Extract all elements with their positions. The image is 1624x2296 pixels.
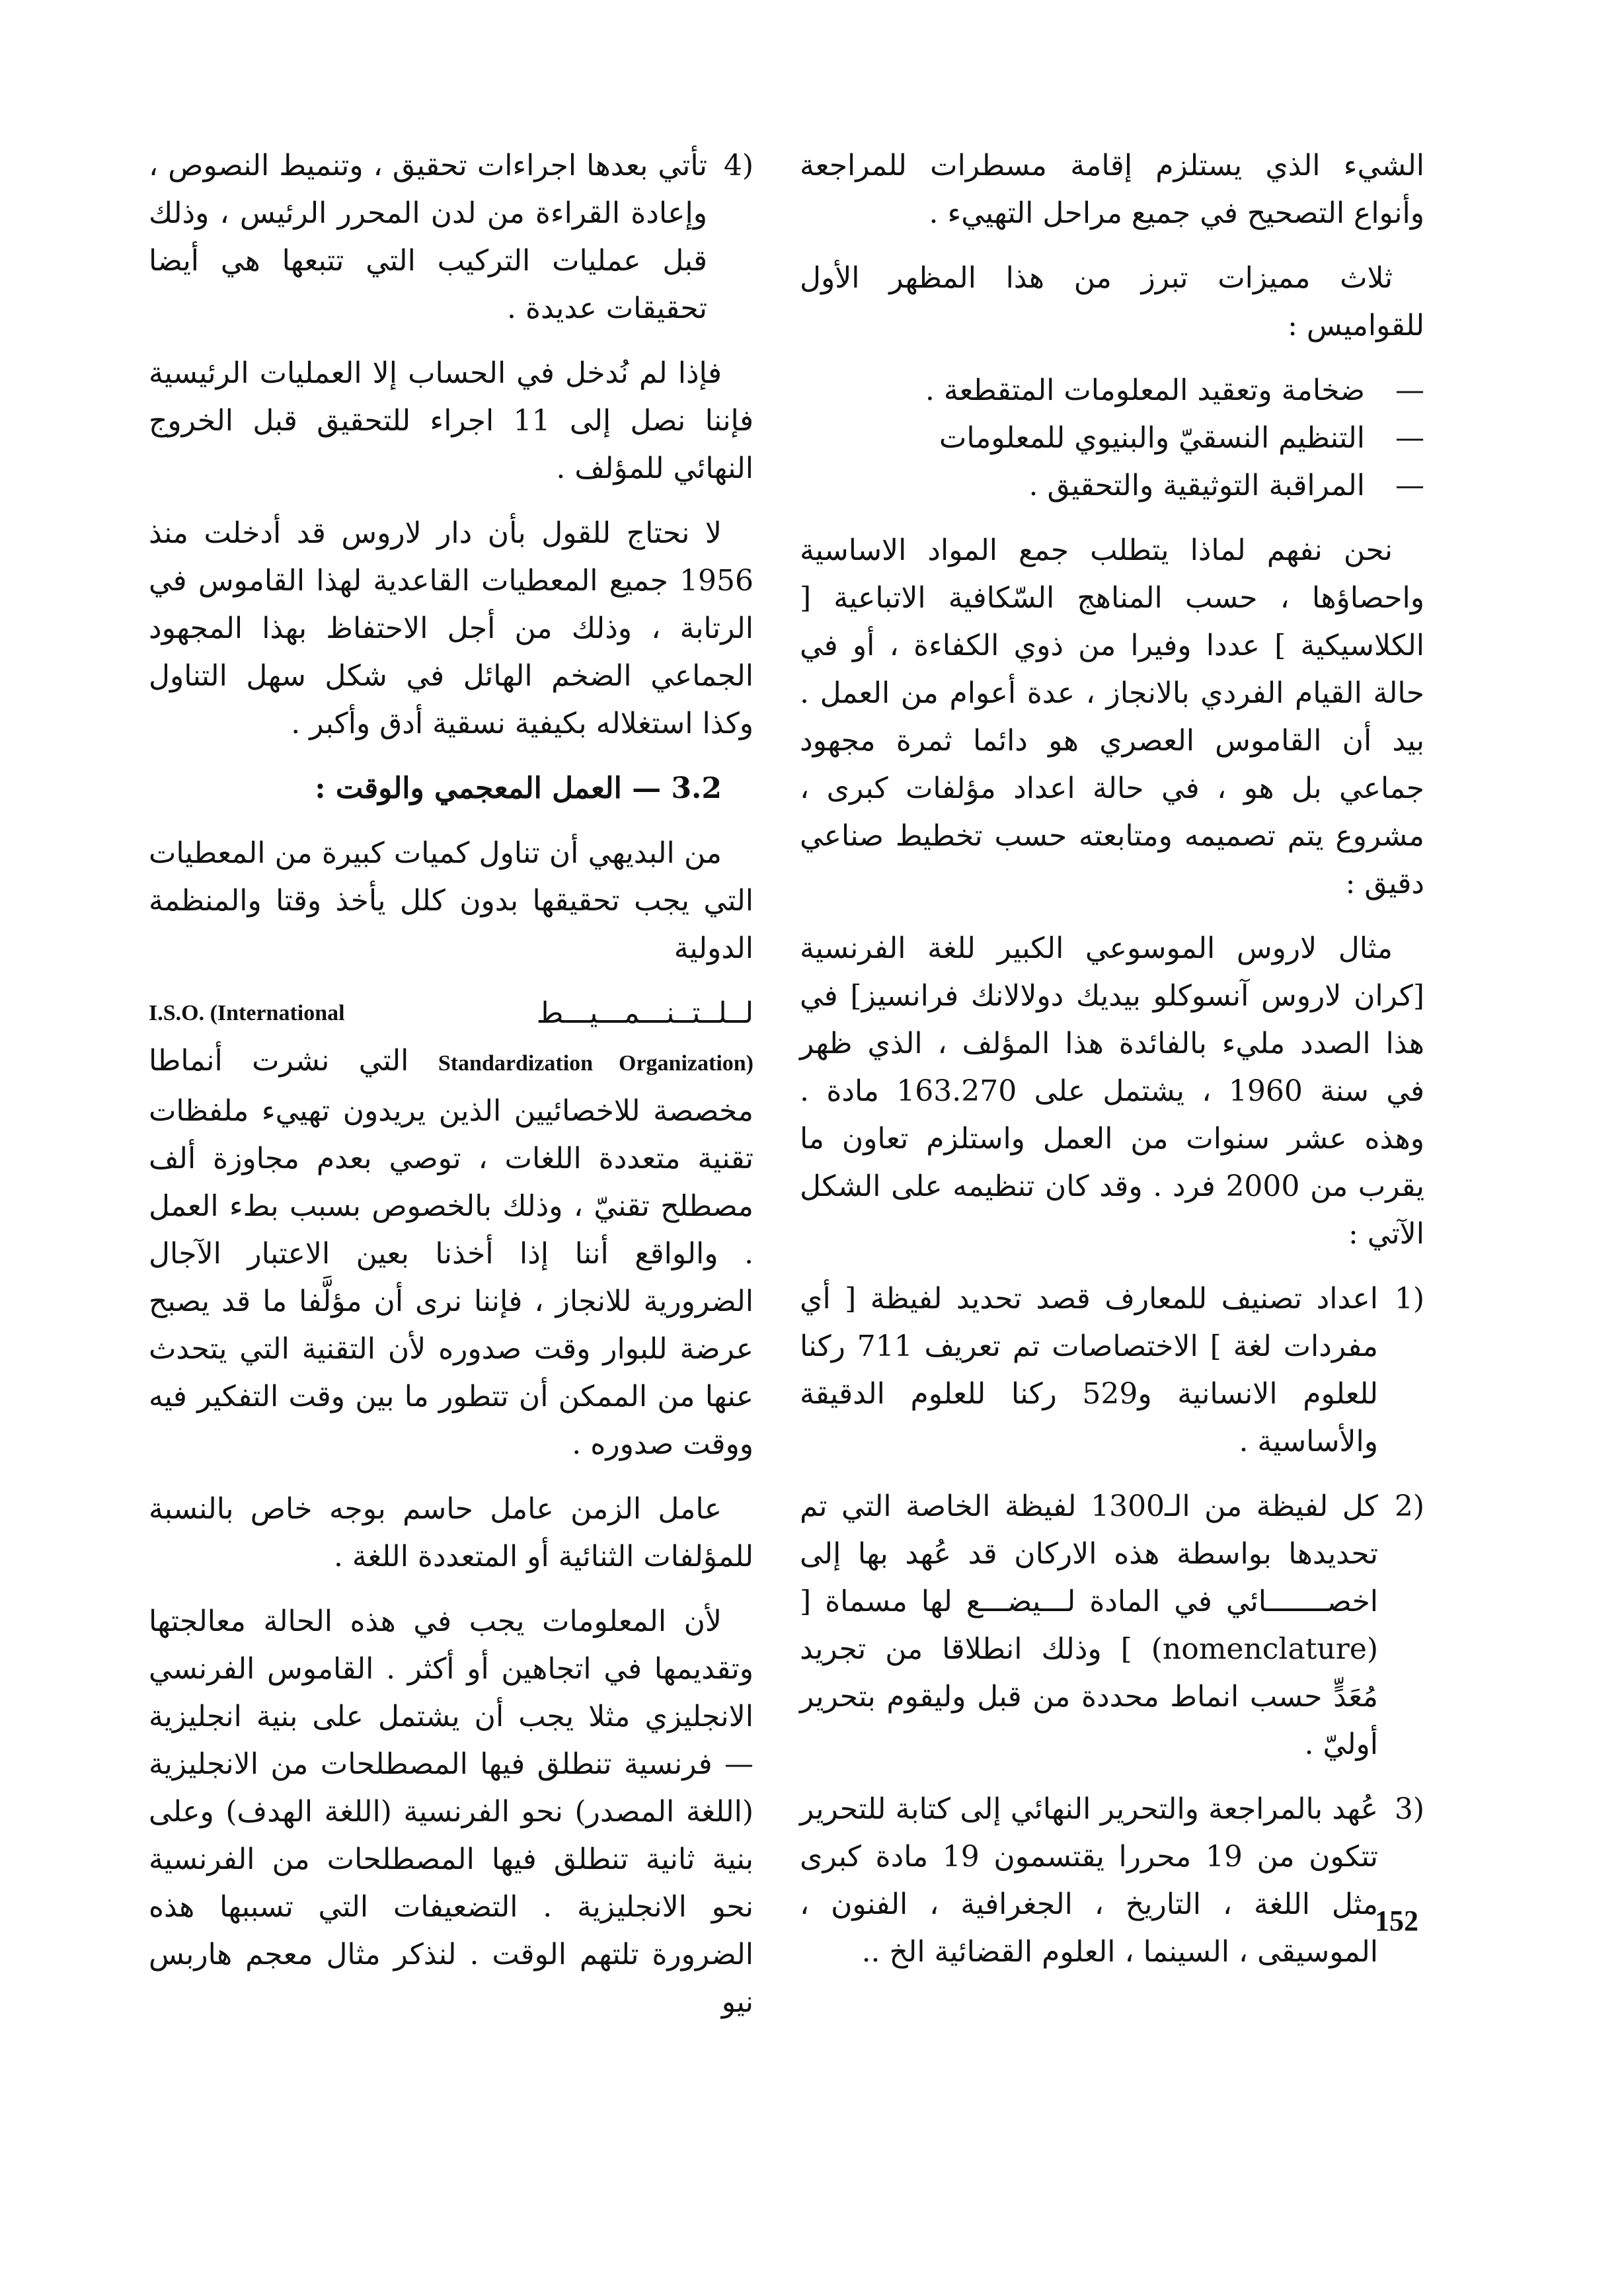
list-item: [800, 1786, 1424, 1976]
paragraph: لا نحتاج للقول بأن دار لاروس قد أدخلت منذ 1956 جميع المعطيات القاعدية لهذا القاموس في الرتابة ، وذلك من أجل الاحتفاظ بهذا المجهود الجماعي الضخم الهائل في شكل سهل التناول وكذا استغلاله بكيفية نسقية أدق وأكبر .: [149, 516, 754, 740]
section-heading: 3.2 — العمل المعجمي والوقت :: [315, 772, 722, 805]
list-item: [800, 367, 1424, 415]
paragraph: لأن المعلومات يجب في هذه الحالة معالجتها وتقديمها في اتجاهين أو أكثر . القاموس الفرنسي الانجليزي مثلا يجب أن يشتمل على بنية انجليزية — فرنسية تنطلق فيها المصطلحات من الانجليزية (اللغة المصدر) نحو الفرنسية (اللغة الهدف) وعلى بنية ثانية تنطلق فيها المصطلحات من الفرنسية نحو الانجليزية . التضعيفات التي تسببها هذه الضرورة تلتهم الوقت . لنذكر مثال معجم هاربس نيو: [149, 1604, 754, 2019]
paragraph: عامل الزمن عامل حاسم بوجه خاص بالنسبة للمؤلفات الثنائية أو المتعددة اللغة .: [149, 1492, 754, 1573]
numbered-list: [149, 142, 754, 333]
paragraph: نحن نفهم لماذا يتطلب جمع المواد الاساسية واحصاؤها ، حسب المناهج السّكافية الاتباعية [ الكلاسيكية ] عددا وفيرا من ذوي الكفاءة ، أو في حالة القيام الفردي بالانجاز ، عدة أعوام من العمل . بيد أن القاموس العصري هو دائما ثمرة مجهود جماعي بل هو ، في حالة اعداد مؤلفات كبرى ، مشروع يتم تصميمه ومتابعته حسب تخطيط صناعي دقيق :: [800, 534, 1424, 900]
right-column: [800, 142, 1424, 1993]
iso-line: [149, 990, 754, 1037]
list-item: [800, 462, 1424, 510]
list-item-text: عُهد بالمراجعة والتحرير النهائي إلى كتابة للتحرير تتكون من 19 محررا يقتسمون 19 مادة كبرى مثل اللغة ، التاريخ ، الجغرافية ، الفنون ، الموسيقى ، السينما ، العلوم القضائية الخ ..: [800, 1792, 1378, 1969]
feature-list: [800, 367, 1424, 510]
paragraph: [149, 830, 754, 972]
list-item-text: اعداد تصنيف للمعارف قصد تحديد لفيظة [ أي مفردات لغة ] الاختصاصات تم تعريف 711 ركنا للعلوم الانسانية و529 ركنا للعلوم الدقيقة والأساسية .: [800, 1282, 1379, 1458]
numbered-list: [800, 1275, 1424, 1976]
list-number: 4): [723, 149, 754, 182]
list-item-text: المراقبة التوثيقية والتحقيق .: [1028, 469, 1365, 502]
iso-name-cont: Standardization Organization): [438, 1051, 754, 1076]
dash-marker: —: [1395, 421, 1424, 455]
list-item-text: التنظيم النسقيّ والبنيوي للمعلومات: [939, 421, 1365, 455]
list-number: 1): [1394, 1282, 1424, 1316]
paragraph-text: التي نشرت أنماطا مخصصة للاخصائيين الذين يريدون تهييء ملفظات تقنية متعددة اللغات ، توصي بعدم مجاوزة ألف مصطلح تقنيّ ، وذلك بالخصوص بسبب بطء العمل . والواقع أننا إذا أخذنا بعين الاعتبار الآجال الضرورية للانجاز ، فإننا نرى أن مؤلَّفا ما قد يصبح عرضة للبوار وقت صدوره لأن التقنية التي يتحدث عنها من الممكن أن تتطور ما بين وقت التفكير فيه ووقت صدوره .: [149, 1044, 754, 1461]
list-number: 3): [1394, 1792, 1424, 1826]
dash-marker: —: [1395, 374, 1424, 407]
list-number: 2): [1394, 1489, 1424, 1523]
paragraph: الشيء الذي يستلزم إقامة مسطرات للمراجعة وأنواع التصحيح في جميع مراحل التهييء .: [800, 149, 1424, 230]
list-item-text: ضخامة وتعقيد المعلومات المتقطعة .: [925, 374, 1365, 407]
stretched-word: لــلــتــنـــمـــيـــط: [536, 996, 754, 1030]
dash-marker: —: [1395, 469, 1424, 502]
list-item-text: كل لفيظة من الـ1300 لفيظة الخاصة التي تم تحديدها بواسطة هذه الاركان قد عُهد بها إلى اخصـــــــائي في المادة لـــيضـــع لها مسماة [ (nomenclature) ] وذلك انطلاقا من تجريد مُعَدٍّ حسب انماط محددة من قبل وليقوم بتحرير أوليّ .: [800, 1489, 1378, 1761]
list-item: [800, 415, 1424, 462]
paragraph: فإذا لم نُدخل في الحساب إلا العمليات الرئيسية فإننا نصل إلى 11 اجراء للتحقيق قبل الخروج النهائي للمؤلف .: [149, 356, 754, 485]
paragraph: مثال لاروس الموسوعي الكبير للغة الفرنسية [كران لاروس آنسوكلو بيديك دولالانك فرانسيز] في هذا الصدد مليء بالفائدة هذا المؤلف ، الذي ظهر في سنة 1960 ، يشتمل على 163.270 مادة . وهذه عشر سنوات من العمل واستلزم تعاون ما يقرب من 2000 فرد . وقد كان تنظيمه على الشكل الآتي :: [800, 931, 1424, 1251]
paragraph: ثلاث مميزات تبرز من هذا المظهر الأول للقواميس :: [800, 261, 1424, 342]
left-column: [149, 142, 754, 2043]
list-item: [800, 1275, 1424, 1466]
list-item: [800, 1483, 1424, 1768]
list-item: [149, 142, 754, 333]
iso-name: I.S.O. (International: [149, 1001, 345, 1025]
page-number: 152: [1375, 1905, 1418, 1937]
list-item-text: تأتي بعدها اجراءات تحقيق ، وتنميط النصوص ، وإعادة القراءة من لدن المحرر الرئيس ، وذلك قبل عمليات التركيب التي تتبعها هي أيضا تحقيقات عديدة .: [149, 149, 707, 325]
paragraph: [149, 1037, 754, 1468]
paragraph-text: من البديهي أن تناول كميات كبيرة من المعطيات التي يجب تحقيقها بدون كلل يأخذ وقتا والمنظمة الدولية: [149, 836, 754, 965]
